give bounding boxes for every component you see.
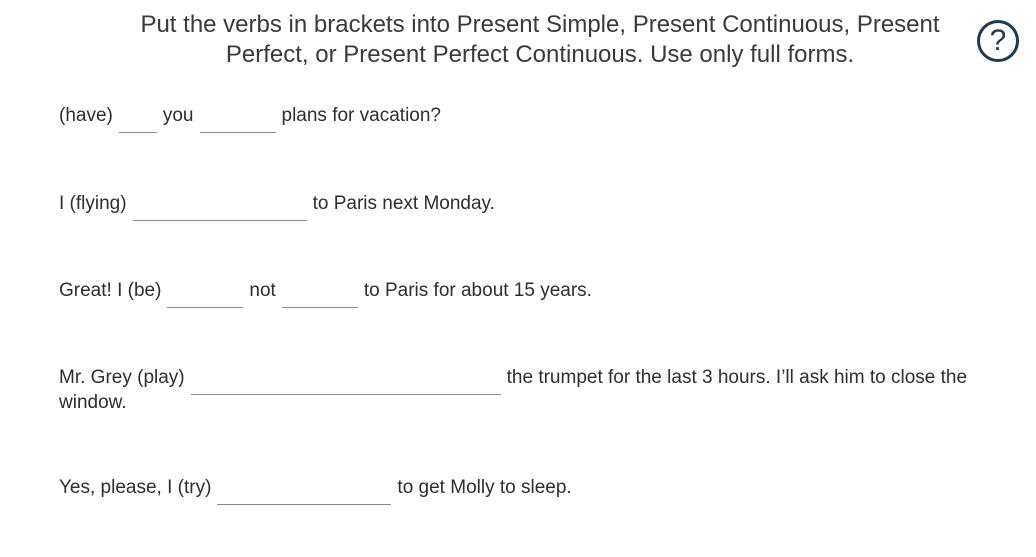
item-2-text-2: to Paris next Monday. bbox=[312, 193, 495, 214]
item-5-text-2: to get Molly to sleep. bbox=[397, 477, 572, 498]
item-5-text-1: Yes, please, I (try) bbox=[59, 477, 212, 498]
item-4-text-2: the trumpet for the last 3 hours. I’ll ask him to close the bbox=[506, 367, 968, 388]
item-1-blank-2[interactable] bbox=[200, 110, 276, 133]
item-2-blank-1[interactable] bbox=[133, 198, 307, 221]
item-1-text-2: you bbox=[162, 105, 194, 126]
exercise-item-1 bbox=[59, 103, 441, 128]
exercise-item-4 bbox=[59, 365, 967, 415]
item-3-text-2: not bbox=[249, 280, 276, 301]
item-4-blank-1[interactable] bbox=[191, 372, 501, 395]
help-button[interactable] bbox=[977, 20, 1019, 62]
instructions-heading: Put the verbs in brackets into Present Simple, Present Continuous, Present Perfect, or Present Perfect Continuous. Use only full forms. bbox=[140, 11, 940, 68]
item-1-blank-1[interactable] bbox=[119, 110, 157, 133]
item-5-blank-1[interactable] bbox=[217, 482, 391, 505]
item-4-text-3: window. bbox=[59, 392, 127, 413]
item-2-text-1: I (flying) bbox=[59, 193, 127, 214]
item-1-text-3: plans for vacation? bbox=[281, 105, 441, 126]
item-3-blank-2[interactable] bbox=[282, 285, 358, 308]
exercise-item-3 bbox=[59, 278, 592, 303]
item-4-text-1: Mr. Grey (play) bbox=[59, 367, 185, 388]
exercise-item-5 bbox=[59, 475, 572, 500]
question-mark-icon: ? bbox=[989, 24, 1007, 57]
item-1-text-1: (have) bbox=[59, 105, 113, 126]
item-3-text-1: Great! I (be) bbox=[59, 280, 162, 301]
item-3-text-3: to Paris for about 15 years. bbox=[363, 280, 592, 301]
exercise-item-2 bbox=[59, 191, 495, 216]
item-3-blank-1[interactable] bbox=[167, 285, 243, 308]
